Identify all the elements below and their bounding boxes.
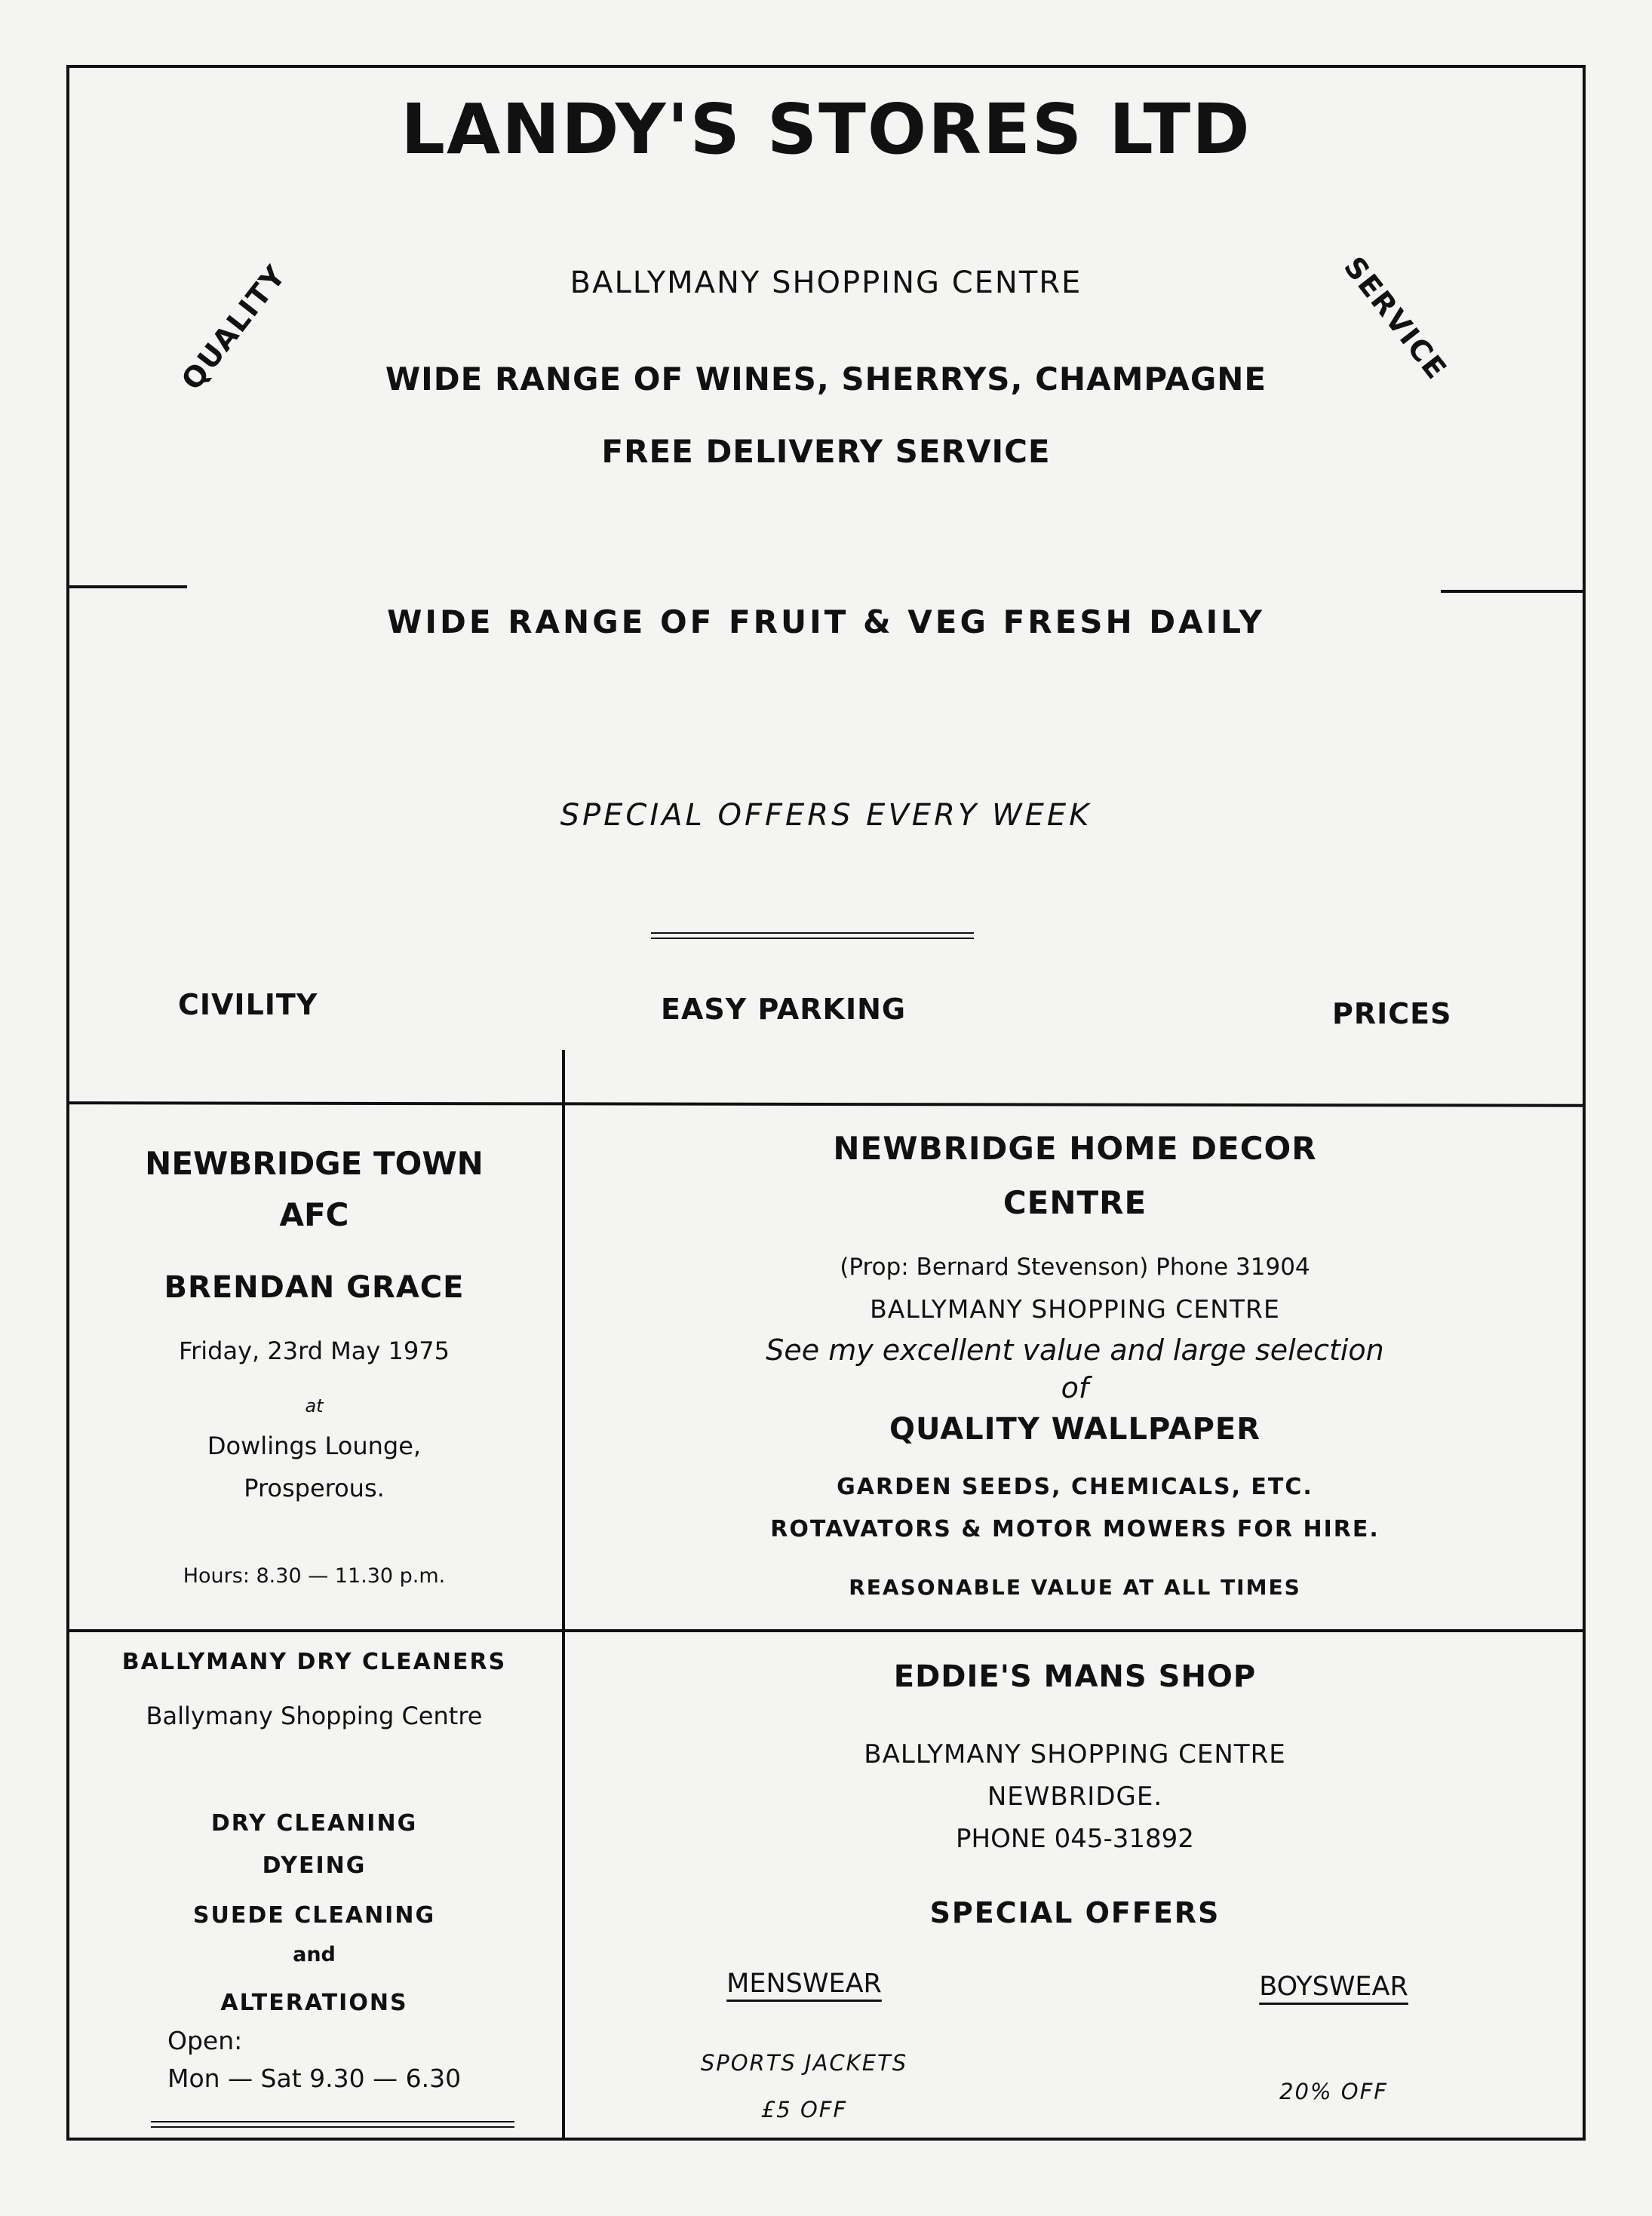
landys-civility: CIVILITY [178,988,318,1021]
afc-at: at [305,1395,324,1416]
cleaners-double-rule [151,2121,514,2128]
landys-prices: PRICES [1332,997,1452,1030]
landys-quality-diagonal: QUALITY [174,258,293,397]
cleaners-open-label: Open: [167,2026,243,2055]
row2-divider [66,1629,1586,1632]
decor-location: BALLYMANY SHOPPING CENTRE [870,1294,1280,1324]
afc-artist: BRENDAN GRACE [164,1270,465,1305]
double-rule-divider [651,932,974,939]
cleaners-title: BALLYMANY DRY CLEANERS [121,1649,507,1675]
afc-line2: AFC [279,1196,349,1233]
landys-title: LANDY'S STORES LTD [401,89,1251,170]
landys-parking: EASY PARKING [661,993,907,1026]
eddies-jackets-price: £5 OFF [760,2097,848,2122]
decor-title1: NEWBRIDGE HOME DECOR [833,1130,1317,1167]
eddies-town: NEWBRIDGE. [987,1782,1163,1812]
cleaners-service-dyeing: DYEING [262,1852,367,1879]
afc-date: Friday, 23rd May 1975 [179,1337,450,1365]
decor-of: of [1061,1371,1089,1404]
right-separator-stub [1441,590,1586,593]
left-separator-stub [66,585,187,588]
landys-service-diagonal: SERVICE [1337,250,1454,386]
column-divider [562,1050,565,2141]
landys-special-offers: SPECIAL OFFERS EVERY WEEK [560,798,1092,833]
decor-rotavators: ROTAVATORS & MOTOR MOWERS FOR HIRE. [770,1516,1380,1542]
eddies-sports-jackets: SPORTS JACKETS [700,2050,908,2076]
landys-location: BALLYMANY SHOPPING CENTRE [570,265,1082,300]
eddies-location: BALLYMANY SHOPPING CENTRE [864,1739,1286,1769]
cleaners-service-dry-cleaning: DRY CLEANING [210,1810,418,1837]
decor-proprietor-phone: (Prop: Bernard Stevenson) Phone 31904 [840,1254,1310,1281]
eddies-boys-offer: 20% OFF [1279,2079,1388,2104]
decor-wallpaper: QUALITY WALLPAPER [889,1412,1261,1447]
afc-venue2: Prosperous. [244,1474,385,1502]
eddies-boyswear: BOYSWEAR [1259,1972,1408,2002]
landys-wines: WIDE RANGE OF WINES, SHERRYS, CHAMPAGNE [385,361,1267,397]
eddies-special-offers: SPECIAL OFFERS [929,1896,1221,1929]
decor-title2: CENTRE [1003,1184,1147,1221]
landys-delivery: FREE DELIVERY SERVICE [601,433,1051,470]
eddies-menswear: MENSWEAR [726,1969,882,1999]
cleaners-service-alterations: ALTERATIONS [220,1990,408,2016]
afc-venue1: Dowlings Lounge, [207,1432,422,1460]
landys-fruit: WIDE RANGE OF FRUIT & VEG FRESH DAILY [387,603,1265,640]
decor-seeds: GARDEN SEEDS, CHEMICALS, ETC. [837,1474,1313,1500]
decor-value: REASONABLE VALUE AT ALL TIMES [849,1575,1301,1600]
eddies-phone: PHONE 045-31892 [956,1824,1194,1854]
cleaners-hours: Mon — Sat 9.30 — 6.30 [167,2064,462,2093]
cleaners-location: Ballymany Shopping Centre [146,1702,483,1730]
afc-hours: Hours: 8.30 — 11.30 p.m. [183,1564,446,1588]
cleaners-service-suede: SUEDE CLEANING [192,1902,436,1929]
decor-see-line: See my excellent value and large selection [766,1334,1384,1367]
eddies-title: EDDIE'S MANS SHOP [893,1659,1257,1694]
cleaners-and: and [293,1943,336,1966]
afc-line1: NEWBRIDGE TOWN [145,1145,484,1182]
